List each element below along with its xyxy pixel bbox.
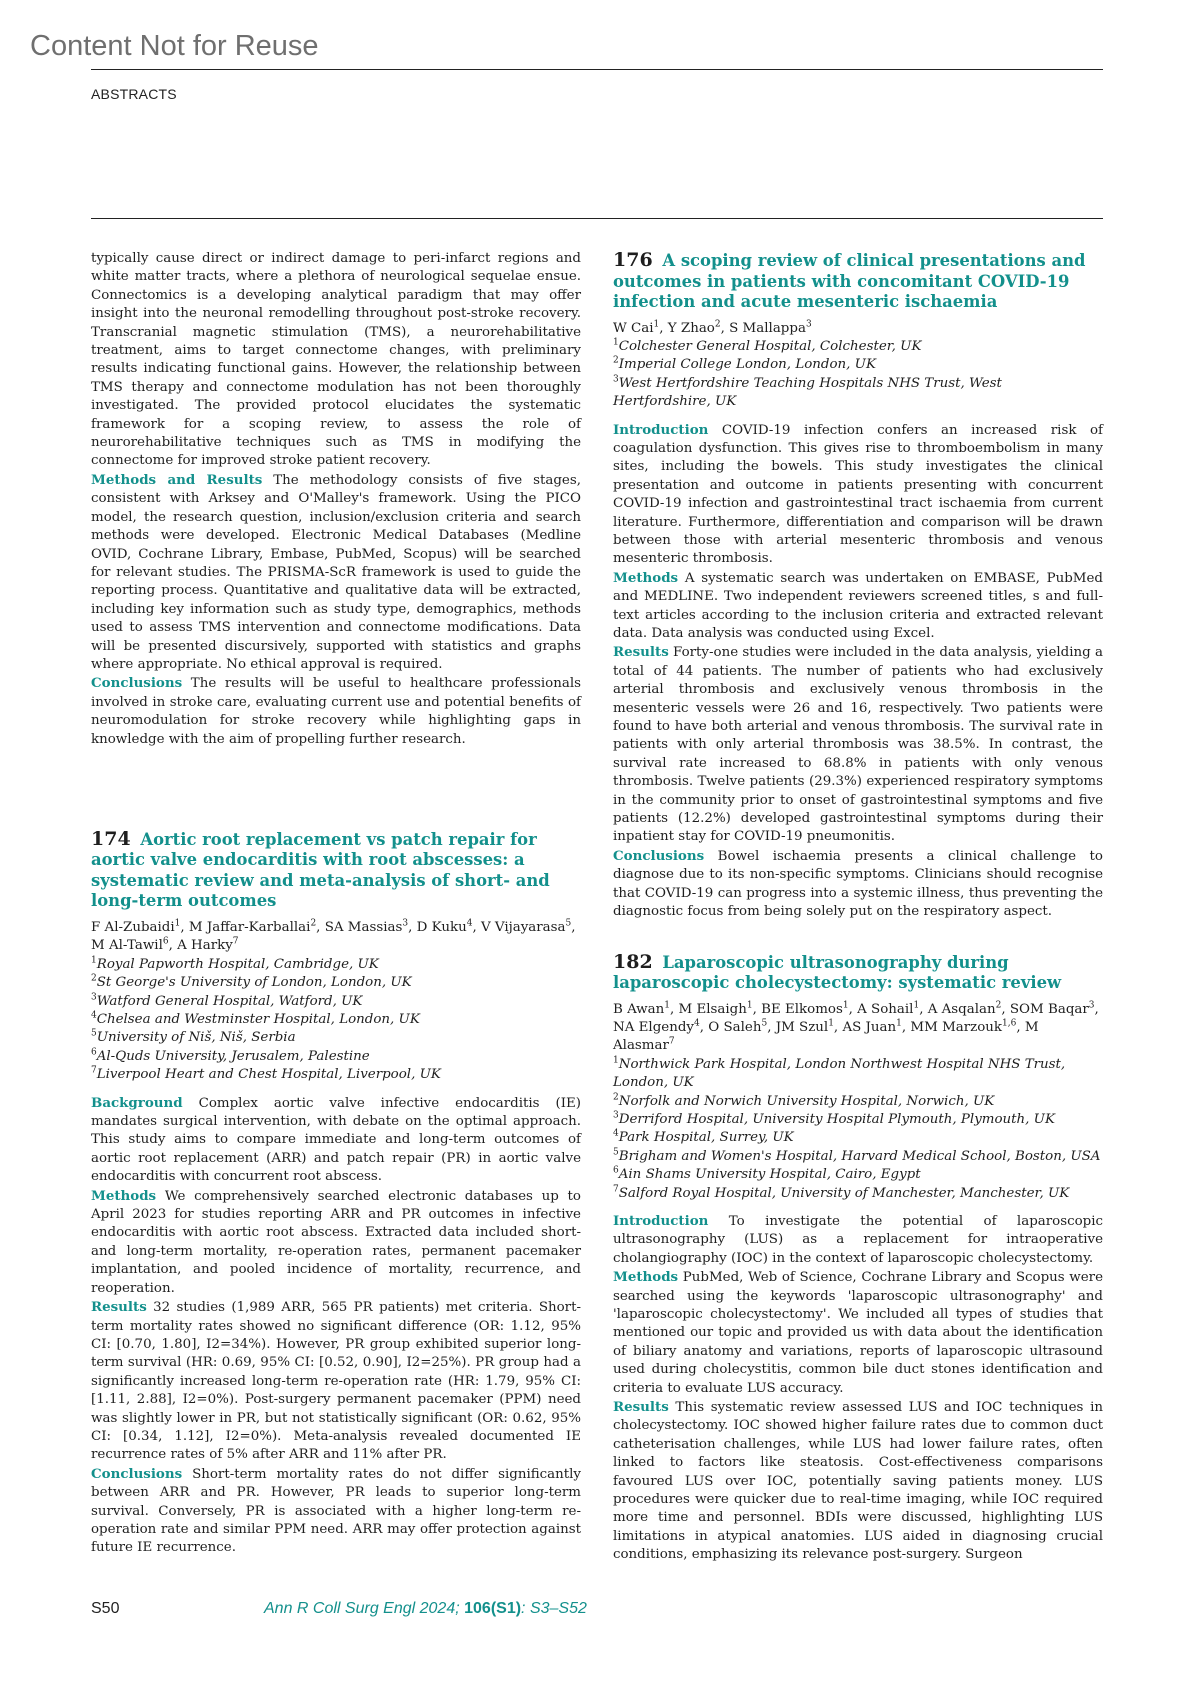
author-affiliation-mark: 2	[995, 1000, 1002, 1011]
affiliation	[613, 356, 1103, 374]
continuation-methods	[91, 471, 581, 674]
affiliation-text: Salford Royal Hospital, University of Manchester, Manchester, UK	[618, 1185, 1070, 1201]
author-affiliation-mark: 3	[805, 319, 812, 330]
affiliation-text: Park Hospital, Surrey, UK	[618, 1130, 794, 1146]
author-separator: ,	[848, 1001, 858, 1017]
abstract-sections	[91, 1094, 581, 1558]
section-text: This systematic review assessed LUS and IOC techniques in cholecystectomy. IOC showed higher failure rates due to common duct catheterisation challenges, while LUS had lower failure rates, often linked to factors like steatosis. Cost-effectiveness comparisons favoured LUS over IOC, potentially saving patients money. LUS procedures were quicker due to real-time imaging, while IOC required more time and personnel. BDIs were discussed, highlighting LUS limitations in atypical anatomies. LUS aided in diagnosing crucial conditions, emphasizing its relevance post-surgery. Surgeon	[613, 1400, 1104, 1563]
affiliation-mark: 1	[91, 955, 97, 966]
affiliation	[613, 375, 1103, 412]
author-name: BE Elkomos	[761, 1001, 843, 1017]
author	[177, 938, 238, 953]
author-affiliation-mark: 1,6	[1002, 1018, 1017, 1029]
affiliation	[91, 1048, 581, 1066]
affiliation-mark: 6	[91, 1047, 97, 1058]
author	[679, 1002, 762, 1017]
affiliation-text: Northwick Park Hospital, London Northwest Hospital NHS Trust, London, UK	[613, 1056, 1066, 1091]
section-heading: Results	[91, 1299, 147, 1316]
abstract-182	[613, 952, 1103, 1565]
affiliation-mark: 5	[91, 1028, 97, 1039]
affiliation-text: St George's University of London, London, UK	[96, 975, 412, 991]
affiliation	[613, 1166, 1103, 1184]
affiliation-text: Brigham and Women's Hospital, Harvard Medical School, Boston, USA	[618, 1148, 1101, 1164]
affiliation-mark: 3	[613, 1110, 619, 1121]
author-list	[613, 320, 1103, 338]
affiliation-mark: 7	[91, 1065, 97, 1076]
section-text: Bowel ischaemia presents a clinical challenge to diagnose due to its non-specific symptoms. Clinicians should recognise that COVID-19 can progress into a systemic illness, thus preventing the diagnostic focus from being solely put on the respiratory aspect.	[613, 848, 1103, 920]
author-name: F Al-Zubaidi	[91, 919, 175, 935]
affiliation-mark: 1	[613, 337, 619, 348]
affiliation-text: University of Niš, Niš, Serbia	[96, 1030, 296, 1046]
section-heading: Conclusions	[91, 1465, 183, 1482]
author-affiliation-mark: 1	[746, 1000, 753, 1011]
author	[857, 1002, 928, 1017]
abstract-section	[613, 569, 1103, 644]
affiliation-mark: 2	[91, 973, 97, 984]
section-text: Complex aortic valve infective endocarditis (IE) mandates surgical intervention, with debate on the optimal approach. This study aims to compare immediate and long-term outcomes of aortic root replacement (ARR) and patch repair (PR) in aortic valve endocarditis with concurrent root abscess.	[91, 1095, 581, 1185]
abstract-number: 182	[613, 950, 653, 973]
spacer	[91, 749, 581, 829]
section-text: Forty-one studies were included in the data analysis, yielding a total of 44 patients. The number of patients who had exclusively arterial thrombosis and exclusively venous thrombosis in the mesenteric vessels were 26 and 16, respectively. Two patients were found to have both arterial and venous thrombosis. The survival rate in patients with only arterial thrombosis was 38.5%. In contrast, the survival rate increased to 68.8% in patients with only venous thrombosis. Twelve patients (29.3%) experienced respiratory symptoms in the community prior to onset of gastrointestinal symptoms and five patients (12.2%) developed gastrointestinal symptoms during their inpatient stay for COVID-19 pneumonitis.	[613, 645, 1103, 845]
author-name: NA Elgendy	[613, 1019, 694, 1035]
section-heading: Background	[91, 1094, 183, 1111]
abstract-section	[91, 1094, 581, 1187]
affiliation	[91, 1066, 581, 1084]
author-affiliation-mark: 2	[310, 918, 317, 929]
author-name: V Vijayarasa	[480, 919, 566, 935]
affiliation-text: Chelsea and Westminster Hospital, London, UK	[96, 1012, 420, 1027]
author-list	[91, 919, 581, 956]
author-affiliation-mark: 1	[664, 1000, 670, 1011]
abstract-176	[613, 250, 1103, 922]
author-name: Y Zhao	[667, 320, 715, 336]
section-heading: Conclusions	[91, 675, 183, 692]
affiliation	[613, 1056, 1103, 1093]
affiliation	[613, 1093, 1103, 1111]
section-text: We comprehensively searched electronic databases up to April 2023 for studies reporting ARR and PR outcomes in infective endocarditis with aortic root abscess. Extracted data included short- and long-term mortality, re-operation rates, permanent pacemaker implantation, and pooled incidence of mortality, recurrence, and reoperation.	[91, 1188, 581, 1296]
abstract-title	[613, 250, 1103, 313]
section-heading: Introduction	[613, 421, 709, 438]
author-name: B Awan	[613, 1001, 665, 1017]
author-affiliation-mark: 7	[668, 1036, 675, 1047]
author-name: D Kuku	[416, 919, 467, 935]
author-affiliation-mark: 2	[714, 319, 721, 330]
section-text: 32 studies (1,989 ARR, 565 PR patients) met criteria. Short-term mortality rates showed no significant difference (OR: 1.12, 95% CI: [0.70, 1.80], I2=34%). However, PR group exhibited superior long-term survival (HR: 0.69, 95% CI: [0.52, 0.90], I2=25%). PR group had a significantly increased long-term re-operation rate (HR: 1.79, 95% CI: [1.11, 2.88], I2=0%). Post-surgery permanent pacemaker (PPM) need was slightly lower in PR, but not statistically significant (OR: 0.62, 95% CI: [0.34, 1.12], I2=0%). Meta-analysis revealed documented IE recurrence rates of 5% after ARR and 11% after PR.	[91, 1300, 581, 1463]
abstract-number: 174	[91, 827, 131, 850]
affiliation-mark: 1	[613, 1055, 619, 1066]
spacer	[613, 922, 1103, 952]
affiliation	[91, 956, 581, 974]
abstract-title-text: A scoping review of clinical presentations and outcomes in patients with concomitant COVID-19 infection and acute mesenteric ischaemia	[613, 251, 1086, 311]
abstract-section	[91, 1298, 581, 1465]
author	[91, 938, 177, 953]
author-name: W Cai	[613, 320, 654, 336]
affiliation-mark: 5	[613, 1147, 619, 1158]
author-name: A Sohail	[857, 1001, 914, 1017]
author	[189, 920, 325, 935]
author-name: M Elsaigh	[678, 1001, 747, 1017]
author	[729, 321, 812, 336]
author	[417, 920, 481, 935]
affiliation-text: Ain Shams University Hospital, Cairo, Egypt	[618, 1167, 921, 1183]
affiliation	[91, 993, 581, 1011]
affiliation-list	[613, 338, 1103, 412]
section-text: A systematic search was undertaken on EMBASE, PubMed and MEDLINE. Two independent reviewers screened titles, s and full-text articles according to the inclusion criteria and extracted relevant data. Data analysis was conducted using Excel.	[613, 570, 1103, 641]
author	[1010, 1002, 1099, 1017]
abstract-sections	[613, 421, 1103, 922]
affiliation-text: Derriford Hospital, University Hospital Plymouth, Plymouth, UK	[618, 1111, 1055, 1127]
page-number: S50	[91, 1600, 120, 1617]
section-heading: Methods and Results	[91, 471, 263, 488]
affiliation-text: Liverpool Heart and Chest Hospital, Liverpool, UK	[96, 1067, 441, 1083]
author-separator: ,	[833, 1019, 843, 1035]
author-name: JM Szul	[775, 1019, 829, 1035]
affiliation-mark: 2	[613, 1092, 619, 1103]
abstract-section	[613, 643, 1103, 846]
section-heading: Introduction	[613, 1212, 709, 1229]
author-separator: ,	[919, 1001, 928, 1017]
watermark: Content Not for Reuse	[30, 30, 319, 62]
affiliation-text: Royal Papworth Hospital, Cambridge, UK	[96, 956, 379, 972]
author-separator: ,	[767, 1019, 776, 1035]
affiliation	[613, 1185, 1103, 1203]
affiliation-mark: 2	[613, 355, 619, 366]
affiliation	[613, 1111, 1103, 1129]
author	[910, 1020, 1024, 1035]
header-rule	[91, 69, 1103, 70]
author-name: SOM Baqar	[1009, 1001, 1089, 1017]
abstract-section	[613, 1212, 1103, 1268]
section-text: PubMed, Web of Science, Cochrane Library and Scopus were searched using the keywords 'laparoscopic ultrasonography' and 'laparoscopic cholecystectomy'. We included all types of studies that mentioned our topic and provided us with data about the identification of biliary anatomy and variations, reports of laparoscopic ultrasound used during cholecystitis, common bile duct stones identification and criteria to evaluate LUS accuracy.	[613, 1270, 1103, 1396]
author-separator: ,	[699, 1019, 709, 1035]
abstract-section	[613, 847, 1103, 922]
section-text: The results will be useful to healthcare professionals involved in stroke care, evaluating current use and potential benefits of neuromodulation for stroke recovery while highlighting gaps in knowledge with the aim of propelling further research.	[91, 676, 581, 747]
author	[613, 1020, 708, 1035]
affiliation	[91, 1011, 581, 1029]
section-text: To investigate the potential of laparoscopic ultrasonography (LUS) as a replacement for intraoperative cholangiography (IOC) in the context of laparoscopic cholecystectomy.	[613, 1213, 1103, 1266]
section-heading: Results	[613, 1399, 669, 1416]
section-heading: Methods	[613, 569, 679, 586]
affiliation-list	[613, 1056, 1103, 1203]
author	[928, 1002, 1010, 1017]
abstract-section	[613, 1268, 1103, 1398]
section-heading: Methods	[91, 1187, 157, 1204]
abstract-title-text: Laparoscopic ultrasonography during laparoscopic cholecystectomy: systematic review	[613, 952, 1062, 992]
abstract-sections	[613, 1212, 1103, 1565]
author-separator: ,	[168, 938, 178, 954]
affiliation-text: Imperial College London, London, UK	[618, 357, 876, 373]
affiliation	[91, 1029, 581, 1047]
affiliation-text: Watford General Hospital, Watford, UK	[96, 993, 363, 1009]
section-heading: Conclusions	[613, 847, 705, 864]
author-separator: ,	[408, 919, 417, 935]
author-name: A Asqalan	[927, 1001, 996, 1017]
author	[481, 920, 576, 935]
abstract-section	[91, 1187, 581, 1298]
journal-prefix: Ann R Coll Surg Engl 2024;	[264, 1600, 465, 1617]
author-affiliation-mark: 5	[565, 918, 572, 929]
author	[708, 1020, 775, 1035]
content-top-rule	[91, 218, 1103, 219]
affiliation-mark: 4	[91, 1010, 97, 1021]
author	[776, 1020, 843, 1035]
author	[613, 321, 668, 336]
author-separator: ,	[752, 1001, 762, 1017]
affiliation-list	[91, 956, 581, 1085]
author	[842, 1020, 910, 1035]
affiliation-mark: 3	[613, 374, 619, 385]
abstract-section	[91, 1465, 581, 1558]
author-affiliation-mark: 1	[913, 1000, 920, 1011]
section-label: ABSTRACTS	[91, 86, 177, 102]
author-affiliation-mark: 3	[402, 918, 409, 929]
author	[91, 920, 189, 935]
author-separator: ,	[669, 1001, 679, 1017]
author-affiliation-mark: 4	[466, 918, 473, 929]
author-name: M Alasmar	[613, 1019, 1039, 1054]
affiliation-text: Colchester General Hospital, Colchester, UK	[618, 338, 922, 354]
affiliation-mark: 7	[613, 1184, 619, 1195]
affiliation	[613, 338, 1103, 356]
abstract-title	[91, 829, 581, 912]
author-separator: ,	[1001, 1001, 1010, 1017]
left-column	[91, 250, 581, 1558]
affiliation-text: West Hertfordshire Teaching Hospitals NHS Trust, West Hertfordshire, UK	[613, 375, 1002, 410]
author-affiliation-mark: 1	[653, 319, 660, 330]
author-separator: ,	[1016, 1019, 1025, 1035]
journal-volume: 106(S1)	[464, 1600, 522, 1617]
author-affiliation-mark: 7	[232, 936, 239, 947]
author-name: O Saleh	[708, 1019, 762, 1035]
author-name: S Mallappa	[729, 320, 806, 336]
journal-citation	[264, 1600, 587, 1618]
author-name: MM Marzouk	[910, 1019, 1003, 1035]
section-heading: Methods	[613, 1269, 679, 1286]
continuation-conclusions	[91, 674, 581, 749]
author-separator: ,	[720, 320, 730, 336]
author-list	[613, 1001, 1103, 1056]
author	[668, 321, 729, 336]
author	[325, 920, 417, 935]
author-affiliation-mark: 4	[693, 1018, 700, 1029]
author-separator: ,	[571, 919, 576, 935]
section-heading: Results	[613, 644, 669, 661]
author-affiliation-mark: 1	[896, 1018, 902, 1029]
author-separator: ,	[316, 919, 325, 935]
author-separator: ,	[1094, 1001, 1099, 1017]
author-name: SA Massias	[324, 919, 403, 935]
author-separator: ,	[180, 919, 189, 935]
affiliation-mark: 4	[613, 1128, 619, 1139]
section-text: The methodology consists of five stages, consistent with Arksey and O'Malley's framework. Using the PICO model, the research question, inclusion/exclusion criteria and search methods were developed. Electronic Medical Databases (Medline OVID, Cochrane Library, Embase, PubMed, Scopus) will be searched for relevant studies. The PRISMA-ScR framework is used to guide the reporting process. Quantitative and qualitative data will be extracted, including key information such as study type, demographics, methods used to assess TMS intervention and connectome modifications. Data will be presented discursively, supported with statistics and graphs where appropriate. No ethical approval is required.	[91, 472, 581, 672]
abstract-number: 176	[613, 249, 653, 271]
author-separator: ,	[472, 919, 481, 935]
affiliation	[91, 974, 581, 992]
abstract-174	[91, 829, 581, 1558]
author-name: A Harky	[177, 938, 233, 954]
journal-pages: : S3–S52	[521, 1600, 587, 1617]
author-affiliation-mark: 6	[162, 936, 169, 947]
author-separator: ,	[659, 320, 668, 336]
affiliation	[613, 1129, 1103, 1147]
author-separator: ,	[901, 1019, 911, 1035]
author-name: M Al-Tawil	[91, 938, 163, 954]
author	[613, 1002, 679, 1017]
author-affiliation-mark: 1	[842, 1000, 849, 1011]
author-affiliation-mark: 1	[828, 1018, 834, 1029]
abstract-section	[613, 1398, 1103, 1565]
continuation-intro: typically cause direct or indirect damage to peri-infarct regions and white matter tracts, where a plethora of neurological sequelae ensue. Connectomics is a developing analytical paradigm that may offer insight into the neuronal remodelling throughout post-stroke recovery. Transcranial magnetic stimulation (TMS), a neurorehabilitative treatment, aims to target connectome changes, with preliminary results indicating functional gains. However, the relationship between TMS therapy and connectome modulation has not been thoroughly investigated. The provided protocol elucidates the systematic framework for a scoping review, to assess the role of neurorehabilitative techniques such as TMS in modifying the connectome for improved stroke patient recovery.	[91, 251, 581, 469]
author-name: M Jaffar-Karballai	[188, 919, 311, 935]
section-text: COVID-19 infection confers an increased risk of coagulation dysfunction. This gives rise to thromboembolism in many sites, including the bowels. This study investigates the clinical presentation and outcome in patients presenting with concurrent COVID-19 infection and gastrointestinal tract ischaemia from current literature. Furthermore, differentiation and comparison will be drawn between those with arterial mesenteric thrombosis and venous mesenteric thrombosis.	[613, 422, 1103, 567]
affiliation-text: Al-Quds University, Jerusalem, Palestine	[96, 1048, 370, 1064]
abstract-title-text: Aortic root replacement vs patch repair for aortic valve endocarditis with root abscesses: a systematic review and meta-analysis of short- and long-term outcomes	[91, 829, 550, 911]
right-column	[613, 250, 1103, 1565]
author-affiliation-mark: 1	[174, 918, 181, 929]
affiliation-mark: 3	[91, 992, 97, 1003]
author-name: AS Juan	[842, 1019, 897, 1035]
author-affiliation-mark: 5	[761, 1018, 768, 1029]
affiliation-mark: 6	[613, 1165, 619, 1176]
affiliation	[613, 1148, 1103, 1166]
abstract-section	[613, 421, 1103, 569]
section-text: Short-term mortality rates do not differ significantly between ARR and PR. However, PR leads to superior long-term survival. Conversely, PR is associated with a higher long-term re-operation rate and similar PPM need. ARR may offer protection against future IE recurrence.	[91, 1466, 581, 1556]
affiliation-text: Norfolk and Norwich University Hospital, Norwich, UK	[618, 1093, 995, 1109]
abstract-title	[613, 952, 1103, 994]
author-affiliation-mark: 3	[1088, 1000, 1095, 1011]
author	[761, 1002, 857, 1017]
